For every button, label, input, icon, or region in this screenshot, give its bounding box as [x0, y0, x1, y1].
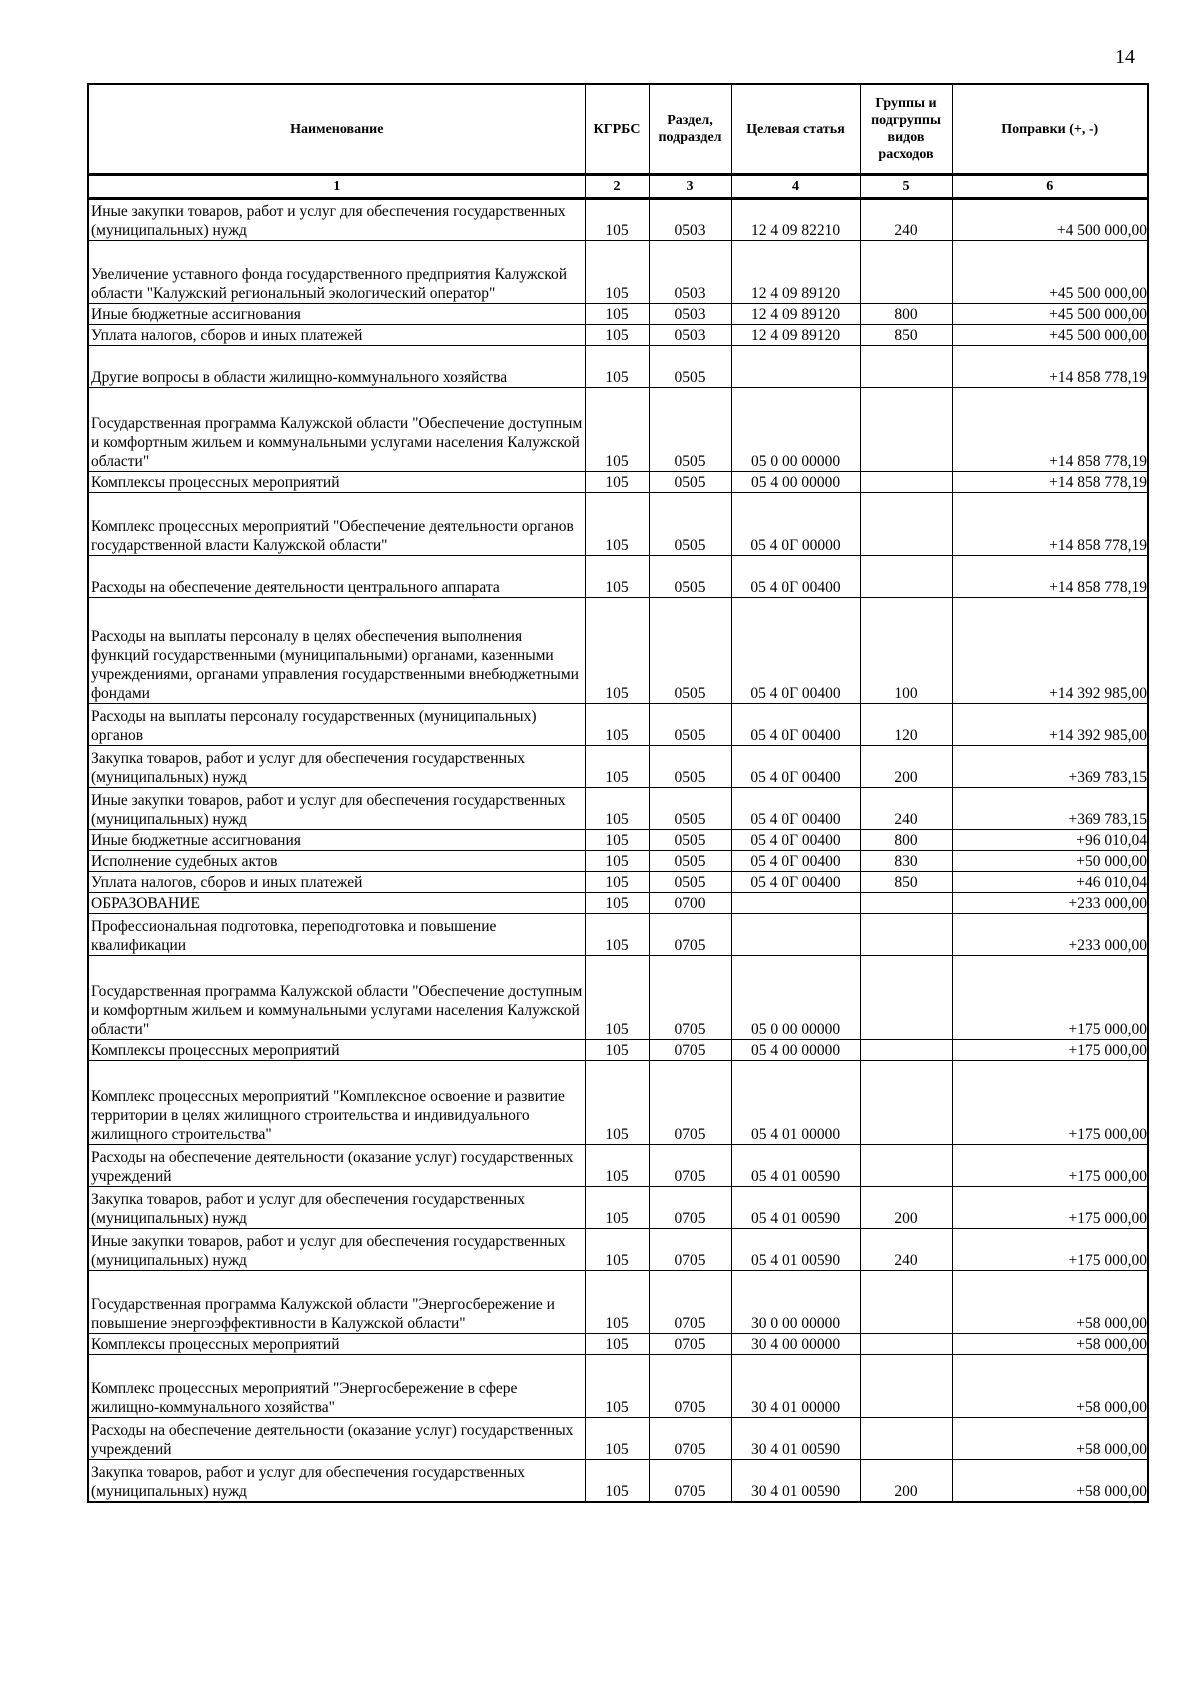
table-row [88, 788, 1148, 830]
row-expense-group [860, 914, 952, 956]
row-kgrbs: 105 [585, 788, 649, 830]
table-row [88, 598, 1148, 704]
row-kgrbs: 105 [585, 199, 649, 241]
row-amendment-amount: +233 000,00 [952, 893, 1148, 914]
row-target-article: 05 4 0Г 00400 [731, 704, 860, 746]
row-amendment-amount: +175 000,00 [952, 1187, 1148, 1229]
row-kgrbs: 105 [585, 1334, 649, 1355]
table-row [88, 304, 1148, 325]
row-name: Увеличение уставного фонда государственного предприятия Калужской области "Калужский региональный экологический оператор" [88, 241, 585, 304]
row-amendment-amount: +58 000,00 [952, 1418, 1148, 1460]
row-name: ОБРАЗОВАНИЕ [88, 893, 585, 914]
table-row [88, 956, 1148, 1040]
row-amendment-amount: +58 000,00 [952, 1271, 1148, 1334]
row-amendment-amount: +58 000,00 [952, 1460, 1148, 1502]
row-name: Иные бюджетные ассигнования [88, 830, 585, 851]
row-section: 0705 [649, 1145, 731, 1187]
table-row [88, 830, 1148, 851]
row-kgrbs: 105 [585, 472, 649, 493]
row-target-article: 05 4 01 00590 [731, 1229, 860, 1271]
row-target-article: 12 4 09 89120 [731, 304, 860, 325]
row-kgrbs: 105 [585, 325, 649, 346]
row-expense-group [860, 1061, 952, 1145]
row-section: 0505 [649, 472, 731, 493]
table-row [88, 556, 1148, 598]
row-target-article: 05 0 00 00000 [731, 956, 860, 1040]
row-target-article: 05 4 01 00590 [731, 1145, 860, 1187]
row-target-article: 05 4 00 00000 [731, 1040, 860, 1061]
row-name: Закупка товаров, работ и услуг для обеспечения государственных (муниципальных) нужд [88, 746, 585, 788]
page-number: 14 [1115, 46, 1135, 68]
row-section: 0505 [649, 556, 731, 598]
table-row [88, 1418, 1148, 1460]
row-kgrbs: 105 [585, 388, 649, 472]
row-kgrbs: 105 [585, 704, 649, 746]
row-target-article: 05 4 01 00590 [731, 1187, 860, 1229]
row-name: Комплексы процессных мероприятий [88, 1334, 585, 1355]
row-section: 0505 [649, 830, 731, 851]
row-section: 0705 [649, 1229, 731, 1271]
row-amendment-amount: +4 500 000,00 [952, 199, 1148, 241]
row-section: 0503 [649, 199, 731, 241]
row-kgrbs: 105 [585, 304, 649, 325]
row-expense-group [860, 956, 952, 1040]
row-section: 0705 [649, 1271, 731, 1334]
row-section: 0505 [649, 704, 731, 746]
row-target-article: 05 4 0Г 00400 [731, 788, 860, 830]
header-name: Наименование [88, 84, 585, 175]
row-expense-group: 800 [860, 830, 952, 851]
table-row [88, 746, 1148, 788]
row-target-article: 30 4 01 00590 [731, 1460, 860, 1502]
row-expense-group [860, 1040, 952, 1061]
header-groups: Группы и подгруппы видов расходов [860, 84, 952, 175]
row-expense-group: 850 [860, 872, 952, 893]
row-section: 0503 [649, 325, 731, 346]
row-name: Закупка товаров, работ и услуг для обеспечения государственных (муниципальных) нужд [88, 1460, 585, 1502]
row-name: Расходы на обеспечение деятельности центрального аппарата [88, 556, 585, 598]
table-row [88, 493, 1148, 556]
row-section: 0705 [649, 1040, 731, 1061]
row-section: 0505 [649, 598, 731, 704]
row-section: 0705 [649, 1460, 731, 1502]
row-name: Комплекс процессных мероприятий "Обеспечение деятельности органов государственной власти Калужской области" [88, 493, 585, 556]
table-row [88, 872, 1148, 893]
row-target-article: 30 4 00 00000 [731, 1334, 860, 1355]
row-target-article: 12 4 09 82210 [731, 199, 860, 241]
row-amendment-amount: +175 000,00 [952, 1229, 1148, 1271]
table-row [88, 1061, 1148, 1145]
row-expense-group: 120 [860, 704, 952, 746]
row-target-article: 05 4 0Г 00400 [731, 872, 860, 893]
row-section: 0505 [649, 493, 731, 556]
table-row [88, 1187, 1148, 1229]
header-row [88, 84, 1148, 175]
row-kgrbs: 105 [585, 556, 649, 598]
row-amendment-amount: +14 858 778,19 [952, 388, 1148, 472]
row-name: Комплекс процессных мероприятий "Энергосбережение в сфере жилищно-коммунального хозяйства" [88, 1355, 585, 1418]
row-name: Комплекс процессных мероприятий "Комплексное освоение и развитие территории в целях жилищного строительства и индивидуального жилищного строительства" [88, 1061, 585, 1145]
column-number: 5 [860, 175, 952, 199]
row-section: 0503 [649, 241, 731, 304]
row-expense-group [860, 893, 952, 914]
row-expense-group: 240 [860, 1229, 952, 1271]
row-target-article [731, 346, 860, 388]
row-kgrbs: 105 [585, 1229, 649, 1271]
row-amendment-amount: +45 500 000,00 [952, 241, 1148, 304]
row-name: Иные закупки товаров, работ и услуг для обеспечения государственных (муниципальных) нужд [88, 788, 585, 830]
row-kgrbs: 105 [585, 1418, 649, 1460]
row-kgrbs: 105 [585, 1271, 649, 1334]
row-expense-group [860, 1355, 952, 1418]
row-amendment-amount: +369 783,15 [952, 788, 1148, 830]
table-row [88, 241, 1148, 304]
row-section: 0505 [649, 788, 731, 830]
row-name: Иные закупки товаров, работ и услуг для обеспечения государственных (муниципальных) нужд [88, 199, 585, 241]
row-target-article: 12 4 09 89120 [731, 325, 860, 346]
row-kgrbs: 105 [585, 830, 649, 851]
row-section: 0705 [649, 1187, 731, 1229]
row-expense-group [860, 493, 952, 556]
row-section: 0503 [649, 304, 731, 325]
table-row [88, 704, 1148, 746]
row-name: Государственная программа Калужской области "Энергосбережение и повышение энергоэффективности в Калужской области" [88, 1271, 585, 1334]
table-row [88, 851, 1148, 872]
row-kgrbs: 105 [585, 956, 649, 1040]
row-kgrbs: 105 [585, 851, 649, 872]
row-section: 0705 [649, 1061, 731, 1145]
row-target-article: 30 4 01 00000 [731, 1355, 860, 1418]
row-amendment-amount: +14 858 778,19 [952, 556, 1148, 598]
row-amendment-amount: +175 000,00 [952, 956, 1148, 1040]
row-amendment-amount: +58 000,00 [952, 1334, 1148, 1355]
table-row [88, 914, 1148, 956]
row-amendment-amount: +14 858 778,19 [952, 346, 1148, 388]
row-name: Другие вопросы в области жилищно-коммунального хозяйства [88, 346, 585, 388]
row-expense-group [860, 388, 952, 472]
row-section: 0705 [649, 1355, 731, 1418]
row-section: 0705 [649, 1418, 731, 1460]
row-target-article: 05 4 0Г 00400 [731, 556, 860, 598]
row-kgrbs: 105 [585, 746, 649, 788]
row-expense-group [860, 556, 952, 598]
row-section: 0700 [649, 893, 731, 914]
row-name: Государственная программа Калужской области "Обеспечение доступным и комфортным жильем и коммунальными услугами населения Калужской области" [88, 956, 585, 1040]
table-row [88, 472, 1148, 493]
row-amendment-amount: +96 010,04 [952, 830, 1148, 851]
row-kgrbs: 105 [585, 1145, 649, 1187]
row-name: Расходы на обеспечение деятельности (оказание услуг) государственных учреждений [88, 1145, 585, 1187]
row-section: 0505 [649, 851, 731, 872]
row-name: Государственная программа Калужской области "Обеспечение доступным и комфортным жильем и коммунальными услугами населения Калужской области" [88, 388, 585, 472]
table-row [88, 1334, 1148, 1355]
table-row [88, 346, 1148, 388]
row-name: Профессиональная подготовка, переподготовка и повышение квалификации [88, 914, 585, 956]
column-number: 4 [731, 175, 860, 199]
header-target: Целевая статья [731, 84, 860, 175]
table-row [88, 388, 1148, 472]
row-expense-group: 240 [860, 199, 952, 241]
row-amendment-amount: +45 500 000,00 [952, 304, 1148, 325]
table-row [88, 1460, 1148, 1502]
row-expense-group [860, 1418, 952, 1460]
column-number: 2 [585, 175, 649, 199]
row-amendment-amount: +50 000,00 [952, 851, 1148, 872]
header-kgrbs: КГРБС [585, 84, 649, 175]
row-amendment-amount: +14 392 985,00 [952, 704, 1148, 746]
row-expense-group: 800 [860, 304, 952, 325]
row-expense-group: 850 [860, 325, 952, 346]
row-target-article: 05 4 0Г 00400 [731, 830, 860, 851]
row-target-article: 05 0 00 00000 [731, 388, 860, 472]
row-expense-group: 240 [860, 788, 952, 830]
row-section: 0705 [649, 956, 731, 1040]
row-section: 0705 [649, 1334, 731, 1355]
row-amendment-amount: +369 783,15 [952, 746, 1148, 788]
column-number: 3 [649, 175, 731, 199]
row-name: Комплексы процессных мероприятий [88, 1040, 585, 1061]
row-target-article: 05 4 0Г 00000 [731, 493, 860, 556]
row-kgrbs: 105 [585, 346, 649, 388]
row-amendment-amount: +175 000,00 [952, 1061, 1148, 1145]
row-name: Расходы на выплаты персоналу государственных (муниципальных) органов [88, 704, 585, 746]
row-section: 0705 [649, 914, 731, 956]
row-target-article [731, 914, 860, 956]
row-name: Исполнение судебных актов [88, 851, 585, 872]
row-expense-group [860, 1145, 952, 1187]
row-kgrbs: 105 [585, 598, 649, 704]
row-target-article [731, 893, 860, 914]
table-row [88, 1355, 1148, 1418]
row-kgrbs: 105 [585, 241, 649, 304]
row-amendment-amount: +58 000,00 [952, 1355, 1148, 1418]
row-amendment-amount: +14 858 778,19 [952, 493, 1148, 556]
row-name: Расходы на обеспечение деятельности (оказание услуг) государственных учреждений [88, 1418, 585, 1460]
row-kgrbs: 105 [585, 893, 649, 914]
row-amendment-amount: +175 000,00 [952, 1040, 1148, 1061]
row-target-article: 30 0 00 00000 [731, 1271, 860, 1334]
row-expense-group [860, 346, 952, 388]
table-row [88, 199, 1148, 241]
row-expense-group [860, 1271, 952, 1334]
row-expense-group: 830 [860, 851, 952, 872]
row-name: Расходы на выплаты персоналу в целях обеспечения выполнения функций государственными (муниципальными) органами, казенными учреждениями, органами управления государственными внебюджетными фондами [88, 598, 585, 704]
budget-table-body [88, 199, 1148, 1502]
row-name: Уплата налогов, сборов и иных платежей [88, 325, 585, 346]
row-name: Иные бюджетные ассигнования [88, 304, 585, 325]
row-name: Иные закупки товаров, работ и услуг для обеспечения государственных (муниципальных) нужд [88, 1229, 585, 1271]
row-expense-group [860, 472, 952, 493]
table-row [88, 1229, 1148, 1271]
row-target-article: 12 4 09 89120 [731, 241, 860, 304]
row-expense-group [860, 1334, 952, 1355]
row-target-article: 05 4 0Г 00400 [731, 851, 860, 872]
row-target-article: 05 4 0Г 00400 [731, 598, 860, 704]
row-kgrbs: 105 [585, 493, 649, 556]
row-name: Комплексы процессных мероприятий [88, 472, 585, 493]
row-amendment-amount: +46 010,04 [952, 872, 1148, 893]
row-kgrbs: 105 [585, 872, 649, 893]
budget-table [87, 83, 1149, 1503]
row-section: 0505 [649, 346, 731, 388]
row-section: 0505 [649, 872, 731, 893]
table-row [88, 893, 1148, 914]
row-expense-group: 200 [860, 746, 952, 788]
row-expense-group: 200 [860, 1187, 952, 1229]
table-row [88, 1040, 1148, 1061]
header-section: Раздел, подраздел [649, 84, 731, 175]
row-kgrbs: 105 [585, 1460, 649, 1502]
header-amendments: Поправки (+, -) [952, 84, 1148, 175]
row-target-article: 05 4 0Г 00400 [731, 746, 860, 788]
row-amendment-amount: +14 858 778,19 [952, 472, 1148, 493]
row-name: Закупка товаров, работ и услуг для обеспечения государственных (муниципальных) нужд [88, 1187, 585, 1229]
row-kgrbs: 105 [585, 1355, 649, 1418]
column-number: 1 [88, 175, 585, 199]
table-row [88, 1271, 1148, 1334]
row-expense-group: 100 [860, 598, 952, 704]
row-amendment-amount: +175 000,00 [952, 1145, 1148, 1187]
row-kgrbs: 105 [585, 1040, 649, 1061]
row-amendment-amount: +14 392 985,00 [952, 598, 1148, 704]
row-kgrbs: 105 [585, 1187, 649, 1229]
row-amendment-amount: +45 500 000,00 [952, 325, 1148, 346]
column-number-row [88, 175, 1148, 199]
row-kgrbs: 105 [585, 914, 649, 956]
column-number: 6 [952, 175, 1148, 199]
row-target-article: 30 4 01 00590 [731, 1418, 860, 1460]
row-name: Уплата налогов, сборов и иных платежей [88, 872, 585, 893]
table-row [88, 1145, 1148, 1187]
row-section: 0505 [649, 388, 731, 472]
row-kgrbs: 105 [585, 1061, 649, 1145]
row-expense-group: 200 [860, 1460, 952, 1502]
row-amendment-amount: +233 000,00 [952, 914, 1148, 956]
row-expense-group [860, 241, 952, 304]
row-section: 0505 [649, 746, 731, 788]
table-row [88, 325, 1148, 346]
row-target-article: 05 4 00 00000 [731, 472, 860, 493]
row-target-article: 05 4 01 00000 [731, 1061, 860, 1145]
